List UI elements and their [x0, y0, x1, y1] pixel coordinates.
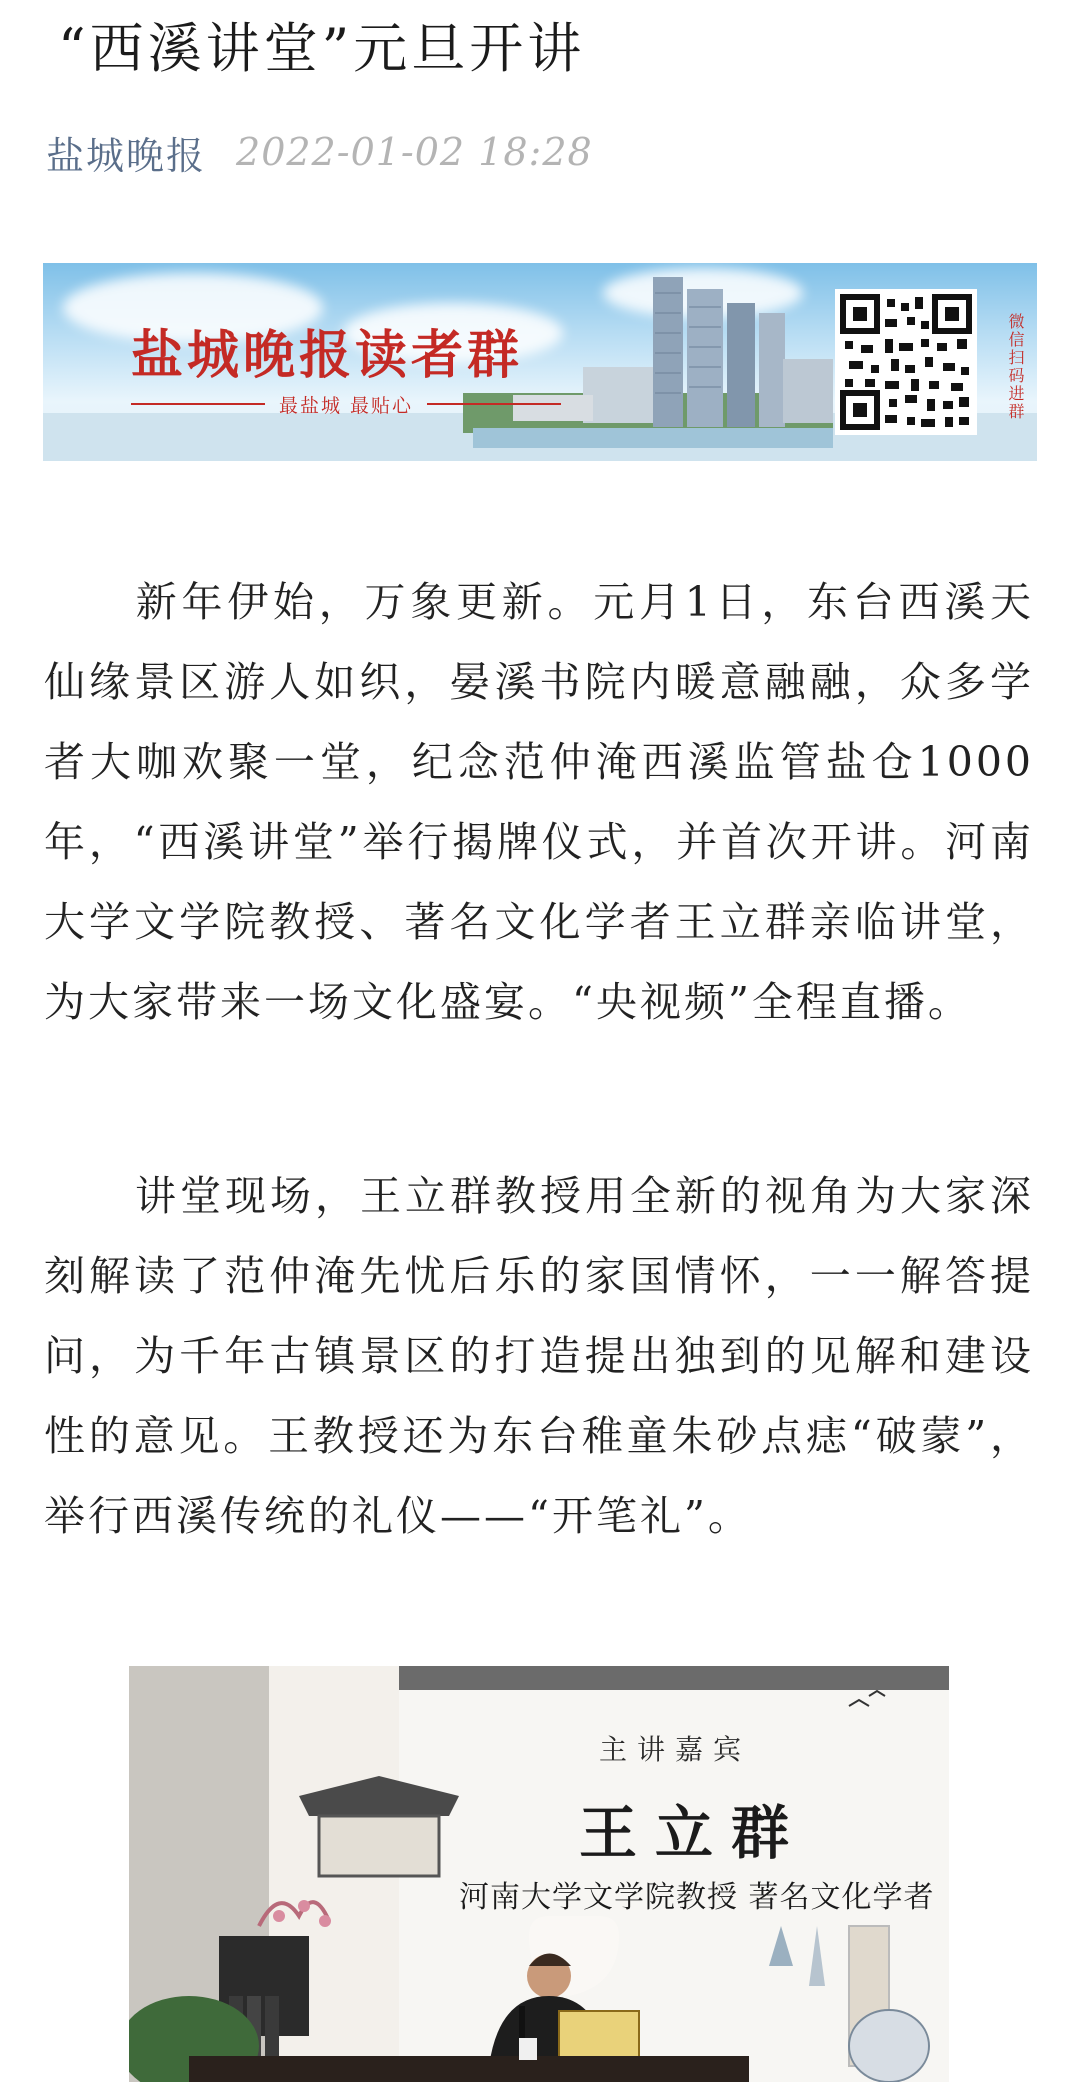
reader-group-banner[interactable] [43, 263, 1037, 461]
paragraph-text: 新年伊始，万象更新。元月1日，东台西溪天仙缘景区游人如织，晏溪书院内暖意融融，众多学者大咖欢聚一堂，纪念范仲淹西溪监管盐仓1000年，“西溪讲堂”举行揭牌仪式，并首次开讲。河南大学文学院教授、著名文化学者王立群亲临讲堂，为大家带来一场文化盛宴。“央视频”全程直播。 [44, 578, 1034, 1026]
article-title: “西溪讲堂”元旦开讲 [58, 17, 586, 80]
qr-code-icon [835, 289, 977, 435]
speaker-name: 王立群 [579, 1799, 808, 1867]
source-link[interactable]: 盐城晚报 [46, 133, 207, 178]
qr-code[interactable] [835, 289, 977, 435]
speaker-title: 河南大学文学院教授 著名文化学者 [459, 1880, 935, 1915]
lecture-photo[interactable] [129, 1666, 949, 2082]
paragraph-text: 讲堂现场，王立群教授用全新的视角为大家深刻解读了范仲淹先忧后乐的家国情怀，一一解答提问，为千年古镇景区的打造提出独到的见解和建设性的意见。王教授还为东台稚童朱砂点痣“破蒙”，举行西溪传统的礼仪——“开笔礼”。 [44, 1172, 1034, 1540]
article-paragraph [44, 562, 1034, 1042]
article-paragraph [44, 1156, 1034, 1556]
publish-time: 2022-01-02 18:28 [236, 130, 593, 174]
article-meta [46, 122, 593, 182]
banner-subtitle-text: 最盐城 最贴心 [278, 394, 414, 417]
qr-caption: 微信扫码进群 [1006, 313, 1025, 421]
backdrop-caption: 主讲嘉宾 [599, 1733, 752, 1766]
banner-title: 盐城晚报读者群 [131, 325, 524, 386]
banner-subtitle [131, 387, 561, 421]
